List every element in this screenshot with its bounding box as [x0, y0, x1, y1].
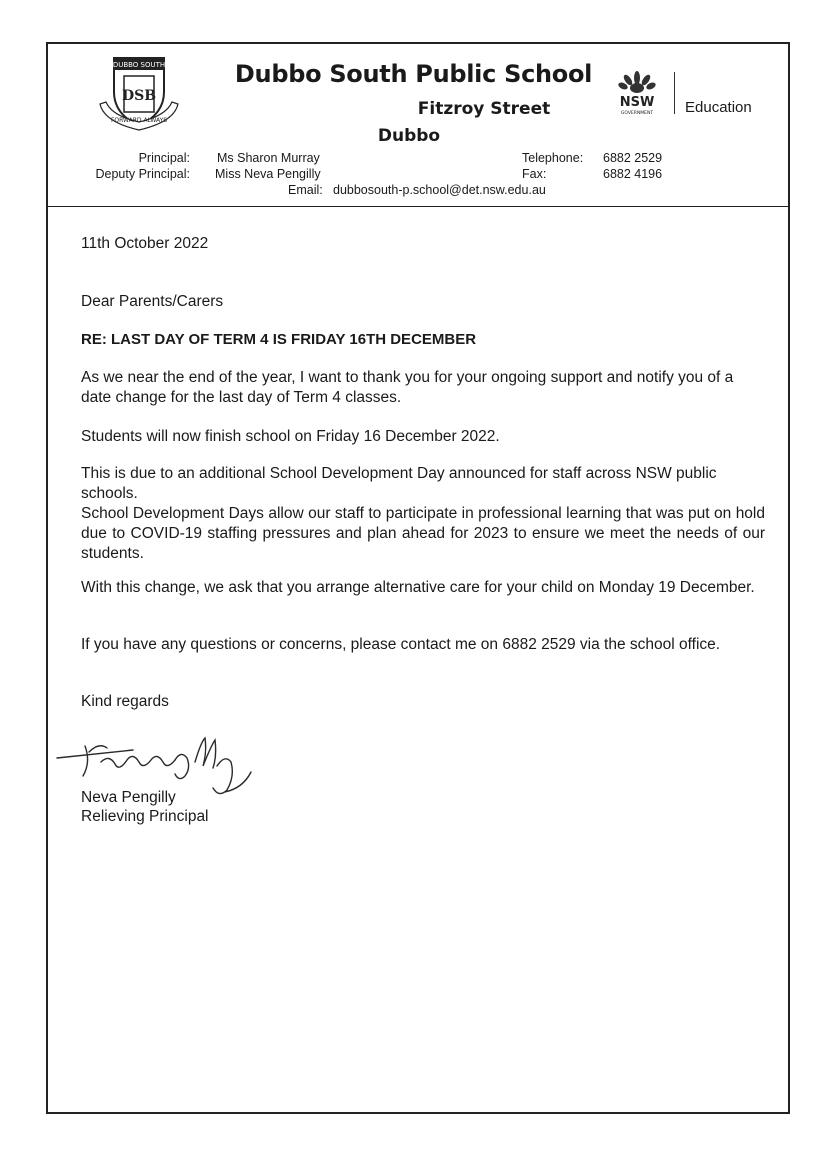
salutation: Dear Parents/Carers [81, 293, 224, 310]
signatory-name: Neva Pengilly [81, 789, 176, 806]
telephone-label: Telephone: [522, 151, 584, 165]
signatory-title: Relieving Principal [81, 808, 209, 825]
letter-date: 11th October 2022 [81, 235, 209, 252]
fax-label: Fax: [522, 167, 547, 181]
paragraph-intro: As we near the end of the year, I want to thank you for your ongoing support and notify you of a date change for the last day of Term 4 classes. [81, 369, 734, 406]
paragraph-reason: This is due to an additional School Development Day announced for staff across NSW public schools. [81, 465, 717, 502]
school-name: Dubbo South Public School [234, 60, 593, 88]
letter-subject: RE: LAST DAY OF TERM 4 IS FRIDAY 16TH DECEMBER [81, 331, 477, 348]
nsw-waratah-logo-icon [614, 66, 660, 116]
nsw-mark: NSW [619, 95, 655, 110]
header-divider [46, 206, 790, 207]
nsw-government-label: GOVERNMENT [620, 111, 654, 116]
school-street: Fitzroy Street [417, 99, 551, 119]
paragraph-development-days: School Development Days allow our staff to participate in professional learning that was put on hold due to COVID-19 staffing pressures and plan ahead for 2023 to ensure we meet the needs of our students. [81, 505, 765, 562]
crest-monogram: DSB [121, 88, 157, 104]
closing: Kind regards [81, 693, 169, 710]
crest-banner: DUBBO SOUTH [112, 61, 166, 69]
email-address: dubbosouth-p.school@det.nsw.edu.au [333, 183, 546, 197]
paragraph-finish-date: Students will now finish school on Friday 16 December 2022. [81, 428, 500, 445]
logo-divider [674, 72, 675, 114]
department-name: Education [685, 99, 752, 116]
paragraph-contact: If you have any questions or concerns, please contact me on 6882 2529 via the school office. [81, 636, 721, 653]
fax-value: 6882 4196 [603, 167, 663, 181]
school-town: Dubbo [377, 126, 441, 146]
paragraph-alternative-care: With this change, we ask that you arrange alternative care for your child on Monday 19 December. [81, 579, 755, 596]
email-label: Email: [288, 183, 323, 197]
principal-label: Principal: [138, 151, 190, 165]
telephone-value: 6882 2529 [603, 151, 663, 165]
deputy-principal-label: Deputy Principal: [95, 167, 190, 181]
principal-name: Ms Sharon Murray [217, 151, 320, 165]
crest-motto: FORWARD ALWAYS [110, 117, 168, 124]
deputy-principal-name: Miss Neva Pengilly [215, 167, 321, 181]
